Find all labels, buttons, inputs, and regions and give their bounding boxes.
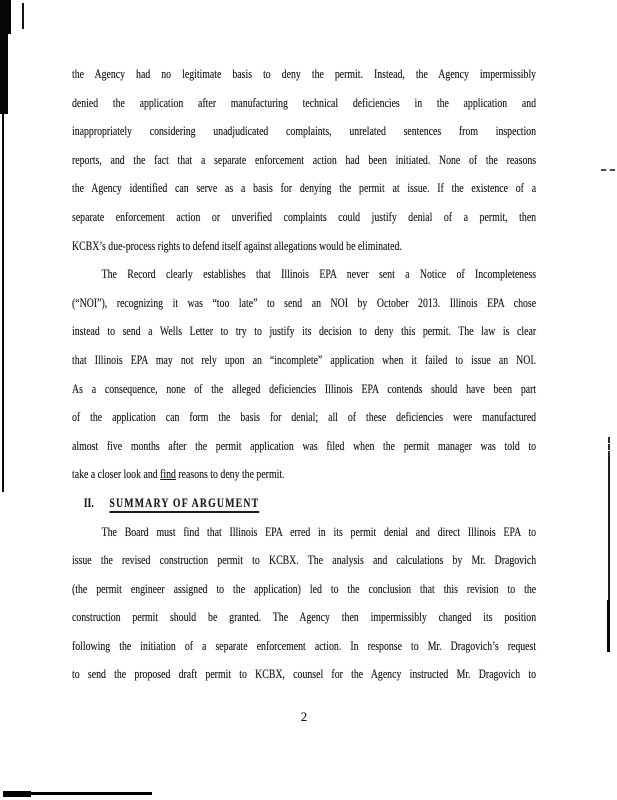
- text-line: [72, 460, 536, 489]
- text-line: denied the application after manufacturing technical deficiencies in the application and: [72, 95, 537, 110]
- scan-artifact-right-line: [608, 456, 610, 602]
- page-number: 2: [300, 709, 308, 724]
- scan-artifact-left-notch: [8, 0, 11, 34]
- scan-artifact-right-line-dashed: [608, 437, 610, 457]
- text-line: The Board must find that Illinois EPA erred in its permit denial and direct Illinois EPA to: [101, 524, 537, 539]
- text-line: separate enforcement action or unverified complaints could justify denial of a permit, then: [72, 209, 537, 224]
- text-line: to send the proposed draft permit to KCBX, counsel for the Agency instructed Mr. Dragovich to: [72, 667, 537, 682]
- text-line: issue the revised construction permit to KCBX. The analysis and calculations by Mr. Dragovich: [72, 553, 537, 568]
- text-line: the Agency identified can serve as a basis for denying the permit at issue. If the existence of a: [72, 181, 537, 196]
- text-line: (“NOI”), recognizing it was “too late” to send an NOI by October 2013. Illinois EPA chose: [72, 295, 537, 310]
- section-number: II.: [83, 495, 94, 510]
- underlined-word: find: [160, 467, 176, 482]
- text-segment: take a closer look and: [72, 467, 161, 482]
- section-title: SUMMARY OF ARGUMENT: [109, 496, 259, 513]
- text-line: instead to send a Wells Letter to try to justify its decision to deny this permit. The law is clear: [72, 324, 537, 339]
- paragraph: [72, 60, 536, 260]
- text-line: of the application can form the basis for denial; all of these deficiencies were manufactured: [72, 410, 537, 425]
- text-line: As a consequence, none of the alleged deficiencies Illinois EPA contends should have been part: [72, 381, 537, 396]
- text-line: KCBX’s due-process rights to defend itself against allegations would be eliminated.: [72, 238, 402, 253]
- text-line: construction permit should be granted. The Agency then impermissibly changed its position: [72, 610, 537, 625]
- scan-artifact-right-dash: [601, 169, 615, 171]
- section-heading: [72, 489, 536, 518]
- scan-artifact-left-tick: [22, 3, 24, 29]
- scan-artifact-right-line-thick: [607, 600, 610, 652]
- scan-artifact-bottom-bar-thin: [31, 792, 152, 795]
- text-line: following the initiation of a separate enforcement action. In response to Mr. Dragovich’s request: [72, 638, 537, 653]
- text-segment: reasons to deny the permit.: [175, 467, 285, 482]
- text-line: almost five months after the permit application was filed when the permit manager was told to: [72, 438, 537, 453]
- text-line: the Agency had no legitimate basis to deny the permit. Instead, the Agency impermissibly: [72, 67, 537, 81]
- scan-artifact-bottom-bar-thick: [3, 791, 31, 797]
- text-line: inappropriately considering unadjudicated complaints, unrelated sentences from inspection: [72, 124, 537, 139]
- text-line: (the permit engineer assigned to the application) led to the conclusion that this revision to the: [72, 581, 537, 596]
- text-line: that Illinois EPA may not rely upon an “incomplete” application when it failed to issue an NOI.: [72, 352, 537, 367]
- text-line: reports, and the fact that a separate enforcement action had been initiated. None of the reasons: [72, 152, 537, 167]
- paragraph: [72, 260, 536, 489]
- text-line: The Record clearly establishes that Illinois EPA never sent a Notice of Incompleteness: [101, 267, 537, 282]
- paragraph: [72, 518, 536, 690]
- scan-artifact-left-bar-thick: [0, 0, 8, 114]
- text-column: [72, 60, 536, 689]
